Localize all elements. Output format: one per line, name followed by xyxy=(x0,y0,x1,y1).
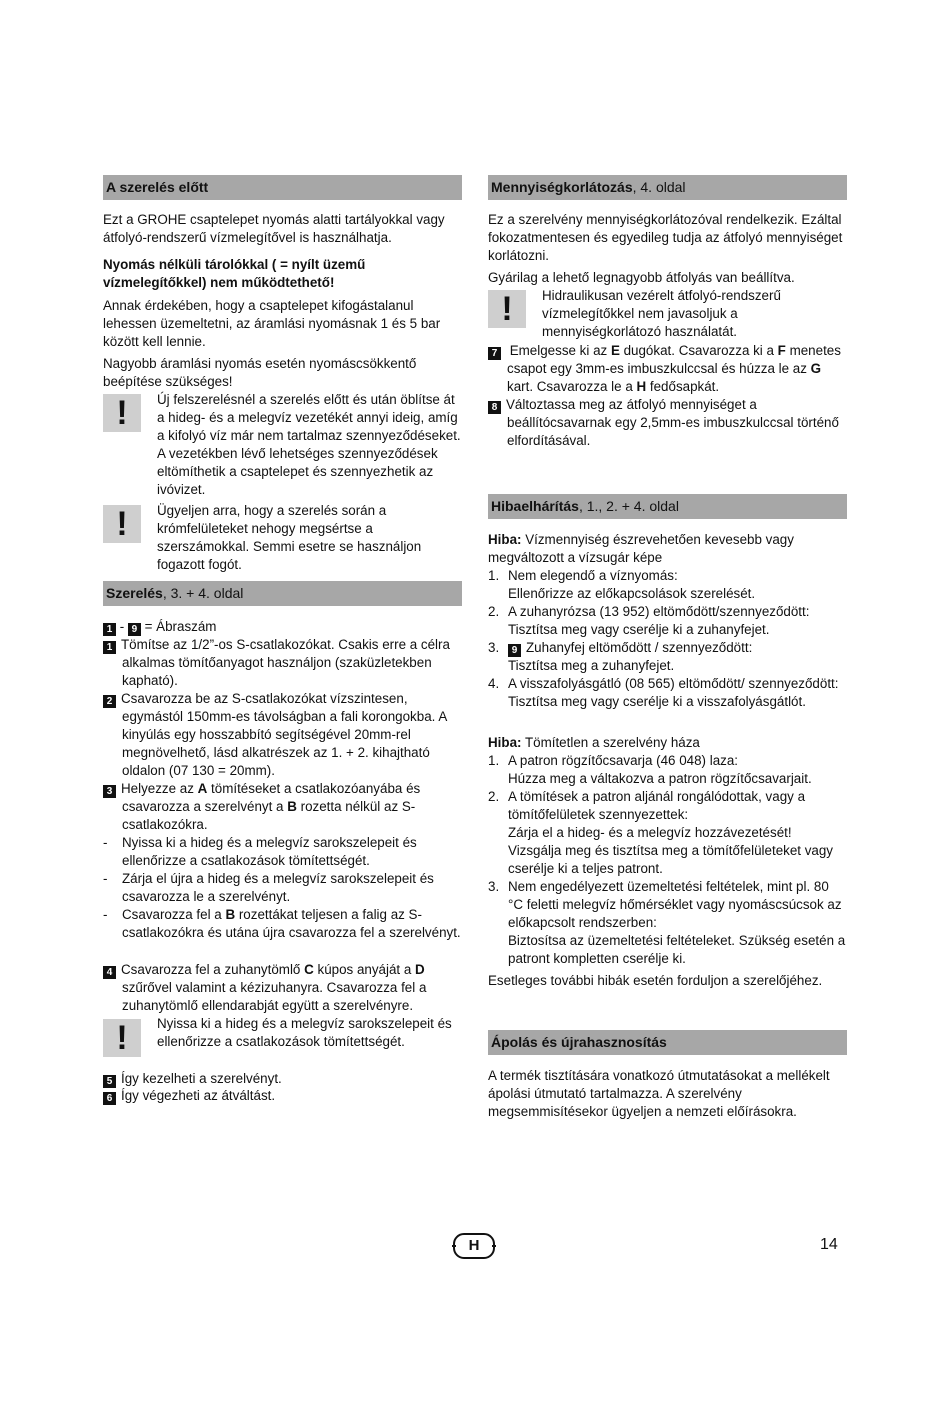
section-title-bold: Szerelés xyxy=(106,585,163,601)
figure-badge: 5 xyxy=(103,1075,116,1088)
list-item-remedy: Tisztítsa meg a zuhanyfejet. xyxy=(508,658,675,673)
reducer-paragraph: Nagyobb áramlási nyomás esetén nyomáscsökkentő beépítése szükséges! xyxy=(103,356,417,389)
figure-badge: 9 xyxy=(508,644,521,657)
list-item-remedy: Ellenőrizze az előkapcsolások szerelését. xyxy=(508,586,756,601)
section-title-bold: Mennyiségkorlátozás xyxy=(491,179,633,195)
figure-badge: 8 xyxy=(488,401,501,414)
limiter-intro: Ez a szerelvény mennyiségkorlátozóval rendelkezik. Ezáltal fokozatmentesen és egyedileg tudja az átfolyó mennyiséget korlátozni. xyxy=(488,212,843,263)
leak-check-warning-text: Nyissa ki a hideg és a melegvíz sarokszelepeit és ellenőrizze a csatlakozások tömítettségét. xyxy=(157,1016,452,1049)
figure-legend: 1 - 9 = Ábraszám xyxy=(103,618,462,636)
step-5: 5 Így kezelheti a szerelvényt. xyxy=(103,1070,462,1088)
list-item: 3. Nem engedélyezett üzemeltetési feltételek, mint pl. 80 °C feletti melegvíz hőmérséklet vagy nyomáscsúcsok az előkapcsolt rendszerben: xyxy=(488,879,842,930)
bold-text: Nyomás nélküli tárolókkal ( = nyílt üzemű vízmelegítőkkel) nem működtethető! xyxy=(103,257,366,290)
step-1: 1 Tömítse az 1/2”-os S-csatlakozókat. Csakis erre a célra alkalmas tömítőanyagot használjon (szaküzletekben kapható). xyxy=(103,636,462,690)
chrome-warning-text: Ügyeljen arra, hogy a szerelés során a krómfelületeket nehogy megsértse a szerszámokkal. Semmi esetre se használjon fogazott fogót. xyxy=(157,503,422,572)
dash-item: - Nyissa ki a hideg és a melegvíz sarokszelepeit és ellenőrizze a csatlakozások tömítettségét. xyxy=(103,835,417,868)
step-4: 4 Csavarozza fel a zuhanytömlő C kúpos anyáját a D szűrővel valamint a kézizuhanyra. Csavarozza fel a zuhanytömlő ellendarabját együtt a szerelvényre. xyxy=(103,961,462,1015)
list-item-remedy: Tisztítsa meg vagy cserélje ki a visszafolyásgátlót. xyxy=(508,694,806,709)
list-item: 3. 9 Zuhanyfej eltömődött / szennyeződött: xyxy=(488,640,753,656)
section-header-before-installation xyxy=(103,175,462,200)
section-header-flow-limiter xyxy=(488,175,847,200)
section-title: A szerelés előtt xyxy=(106,179,209,195)
flush-warning-text: Új felszerelésnél a szerelés előtt és után öblítse át a hideg- és a melegvíz vezetékét annyi ideig, amíg a kifolyó víz már nem tartalmaz szennyeződéseket. A vezetékben lévő lehetséges szennyeződések eltömíthetik a csaptelepet és szennyezhetik az ivóvizet. xyxy=(157,392,461,497)
warning-icon: ! xyxy=(103,1019,141,1057)
list-item: 1. A patron rögzítőcsavarja (46 048) laza: xyxy=(488,753,739,768)
section-title-bold: Hibaelhárítás xyxy=(491,498,579,514)
hydraulic-warning-text: Hidraulikusan vezérelt átfolyó-rendszerű vízmelegítőkkel nem javasoljuk a mennyiségkorlátozó használatát. xyxy=(542,288,781,339)
step-6: 6 Így végezheti az átváltást. xyxy=(103,1087,462,1105)
figure-badge: 1 xyxy=(103,623,116,636)
warning-icon: ! xyxy=(103,394,141,432)
section-title-pages: , 1., 2. + 4. oldal xyxy=(578,498,679,514)
section-title-pages: , 4. oldal xyxy=(632,179,686,195)
left-column xyxy=(103,0,462,1420)
step-3: 3 Helyezze az A tömítéseket a csatlakozóanyába és csavarozza a szerelvényt a B rozetta nélkül az S-csatlakozókra. xyxy=(103,780,462,834)
warning-bold-paragraph xyxy=(103,256,462,292)
section-title: Ápolás és újrahasznosítás xyxy=(491,1034,667,1050)
section-header-installation xyxy=(103,581,462,606)
warning-icon: ! xyxy=(103,505,141,543)
section-header-care-recycling xyxy=(488,1030,847,1055)
dash-item: - Zárja el újra a hideg és a melegvíz sarokszelepeit és csavarozza le a szerelvényt. xyxy=(103,871,434,904)
section-header-troubleshooting xyxy=(488,494,847,519)
figure-badge: 3 xyxy=(103,785,116,798)
list-item: 4. A visszafolyásgátló (08 565) eltömődött/ szennyeződött: xyxy=(488,676,839,691)
right-column xyxy=(488,0,847,1420)
list-item-remedy: Biztosítsa az üzemeltetési feltételeket. Szükség esetén a patront kompletten cserélje ki. xyxy=(508,933,846,966)
care-paragraph: A termék tisztítására vonatkozó útmutatásokat a mellékelt ápolási útmutató tartalmazza. A szerelvény megsemmisítésekor ügyeljen a nemzeti előírásokra. xyxy=(488,1068,830,1119)
list-item: 2. A zuhanyrózsa (13 952) eltömődött/szennyeződött: xyxy=(488,604,810,619)
fault-1-heading: Hiba: Vízmennyiség észrevehetően kevesebb vagy megváltozott a vízsugár képe xyxy=(488,532,794,565)
step-2: 2 Csavarozza be az S-csatlakozókat vízszintesen, egymástól 150mm-es távolságban a fali korongokba. A kinyúlás egy hosszabbító segítségével 20mm-rel megnövelhető, lásd alkatrészek az 1. + 2. kihajtható oldalon (07 130 = 20mm). xyxy=(103,690,462,780)
list-item-remedy: Zárja el a hideg- és a melegvíz hozzávezetését! Vizsgálja meg és tisztítsa meg a tömítőfelületeket vagy cserélje ki a teljes patront. xyxy=(508,825,834,876)
list-item-remedy: Tisztítsa meg vagy cserélje ki a zuhanyfejet. xyxy=(508,622,770,637)
step-8: 8 Változtassa meg az átfolyó mennyiséget a beállítócsavarnak egy 2,5mm-es imbuszkulccsal történő elfordításával. xyxy=(488,396,847,450)
factory-setting: Gyárilag a lehető legnagyobb átfolyás van beállítva. xyxy=(488,270,795,285)
warning-icon: ! xyxy=(488,290,526,328)
fault-1-list xyxy=(488,567,847,711)
figure-badge: 6 xyxy=(103,1092,116,1105)
list-item: 1. Nem elegendő a víznyomás: xyxy=(488,568,678,583)
step-7: 7 Emelgesse ki az E dugókat. Csavarozza ki a F menetes csapot egy 3mm-es imbuszkulccsal és húzza le az G kart. Csavarozza le a H fedősapkát. xyxy=(488,342,847,396)
figure-badge: 9 xyxy=(128,623,141,636)
figure-badge: 7 xyxy=(488,347,501,360)
pressure-paragraph: Annak érdekében, hogy a csaptelepet kifogástalanul lehessen üzemeltetni, az áramlási nyomásnak 1 és 5 bar között kell lennie. xyxy=(103,298,441,349)
figure-badge: 2 xyxy=(103,695,116,708)
country-code-badge: H xyxy=(453,1233,495,1259)
list-item: 2. A tömítések a patron aljánál rongálódottak, vagy a tömítőfelületek szennyezettek: xyxy=(488,789,806,822)
page-number: 14 xyxy=(820,1236,838,1253)
intro-paragraph: Ezt a GROHE csaptelepet nyomás alatti tartályokkal vagy átfolyó-rendszerű vízmelegítővel is használhatja. xyxy=(103,212,445,245)
troubleshooting-closing: Esetleges további hibák esetén forduljon a szerelőjéhez. xyxy=(488,973,823,988)
figure-badge: 1 xyxy=(103,641,116,654)
section-title-pages: , 3. + 4. oldal xyxy=(162,585,244,601)
fault-2-heading: Hiba: Tömítetlen a szerelvény háza xyxy=(488,735,700,750)
list-item-remedy: Húzza meg a váltakozva a patron rögzítőcsavarjait. xyxy=(508,771,812,786)
figure-badge: 4 xyxy=(103,966,116,979)
dash-item: - Csavarozza fel a B rozettákat teljesen a falig az S-csatlakozókra és utána újra csavarozza fel a szerelvényt. xyxy=(103,907,461,940)
fault-2-list xyxy=(488,752,847,968)
